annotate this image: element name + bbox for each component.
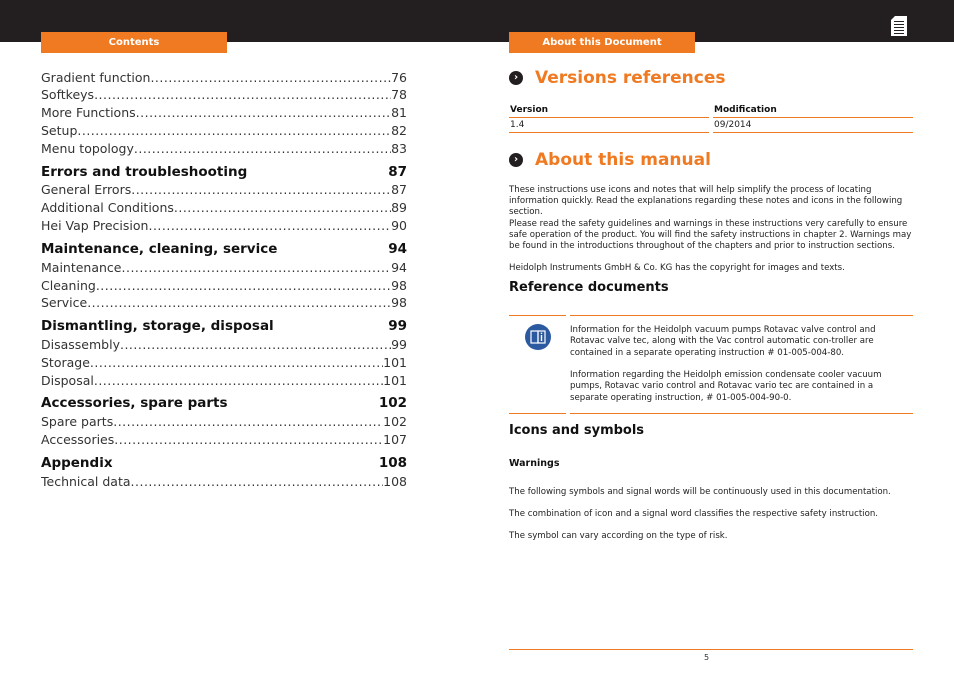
toc-leader-dots: [131, 474, 384, 490]
about-document-tab: About this Document: [509, 32, 695, 53]
toc-leader-dots: [136, 105, 391, 121]
divider: [713, 132, 913, 133]
toc-leader-dots: [94, 87, 391, 103]
toc-section-title: Dismantling, storage, disposal: [41, 318, 274, 334]
toc-entry-title: Service: [41, 295, 88, 310]
toc-leader-dots: [113, 414, 383, 430]
toc-section-heading[interactable]: [41, 163, 407, 181]
toc-entry[interactable]: [41, 474, 407, 490]
toc-section-title: Appendix: [41, 455, 113, 471]
toc-entry-title: Disassembly: [41, 337, 120, 352]
toc-section-title: Accessories, spare parts: [41, 395, 228, 411]
toc-entry-page: 107: [383, 432, 407, 447]
toc-entry-page: 102: [383, 414, 407, 429]
toc-entry-title: More Functions: [41, 105, 136, 120]
toc-section-page: 108: [378, 455, 407, 471]
about-paragraph-3: Heidolph Instruments GmbH & Co. KG has the copyright for images and texts.: [509, 263, 845, 273]
document-icon[interactable]: [891, 16, 907, 36]
toc-entry[interactable]: [41, 373, 407, 389]
toc-section-heading[interactable]: [41, 454, 407, 472]
toc-entry-title: Gradient function: [41, 70, 151, 85]
toc-entry[interactable]: [41, 105, 407, 121]
version-column-header: Version: [510, 105, 549, 115]
toc-section-page: 99: [388, 318, 407, 334]
toc-entry-title: Accessories: [41, 432, 115, 447]
toc-entry[interactable]: [41, 70, 407, 86]
toc-leader-dots: [90, 355, 383, 371]
about-paragraph-1: These instructions use icons and notes that will help simplify the process of locating information quickly. Read the explanations regarding these notes and icons in the following section.: [509, 185, 903, 217]
toc-entry[interactable]: [41, 337, 407, 353]
divider: [509, 315, 566, 316]
chevron-right-icon: ›: [509, 71, 523, 85]
toc-entry-title: Spare parts: [41, 414, 114, 429]
toc-section-heading[interactable]: [41, 394, 407, 412]
toc-entry-page: 83: [391, 141, 407, 156]
toc-entry-page: 98: [391, 278, 407, 293]
toc-section-title: Errors and troubleshooting: [41, 164, 248, 180]
toc-leader-dots: [77, 123, 391, 139]
toc-leader-dots: [120, 337, 391, 353]
toc-leader-dots: [87, 295, 391, 311]
toc-leader-dots: [150, 70, 391, 86]
icons-text-3: The symbol can vary according on the type of risk.: [509, 531, 728, 541]
toc-entry-page: 76: [391, 70, 407, 85]
toc-entry[interactable]: [41, 200, 407, 216]
toc-entry-page: 98: [391, 295, 407, 310]
toc-entry-page: 101: [383, 373, 407, 388]
toc-section-title: Maintenance, cleaning, service: [41, 241, 278, 257]
icons-text-2: The combination of icon and a signal word classifies the respective safety instruction.: [509, 509, 879, 519]
toc-entry-title: Hei Vap Precision: [41, 218, 149, 233]
toc-section-page: 94: [388, 241, 407, 257]
toc-entry-title: Cleaning: [41, 278, 96, 293]
toc-entry-page: 78: [391, 87, 407, 102]
toc-leader-dots: [134, 141, 391, 157]
modification-value: 09/2014: [714, 120, 752, 130]
divider: [509, 117, 709, 118]
toc-entry[interactable]: [41, 355, 407, 371]
divider: [570, 413, 913, 414]
toc-entry[interactable]: [41, 295, 407, 311]
chevron-right-icon: ›: [509, 153, 523, 167]
toc-entry[interactable]: [41, 87, 407, 103]
page-number: 5: [704, 653, 710, 662]
toc-entry[interactable]: [41, 278, 407, 294]
toc-leader-dots: [131, 182, 391, 198]
divider: [570, 315, 913, 316]
toc-entry[interactable]: [41, 182, 407, 198]
toc-entry-title: Menu topology: [41, 141, 134, 156]
toc-entry-title: Additional Conditions: [41, 200, 174, 215]
toc-entry-page: 81: [391, 105, 407, 120]
footer-divider: [509, 649, 913, 650]
toc-entry-page: 89: [391, 200, 407, 215]
warnings-heading: Warnings: [509, 458, 560, 469]
reference-documents-heading: Reference documents: [509, 280, 669, 295]
toc-leader-dots: [114, 432, 383, 448]
toc-entry[interactable]: [41, 414, 407, 430]
toc-section-heading[interactable]: [41, 317, 407, 335]
toc-leader-dots: [96, 278, 391, 294]
toc-entry[interactable]: [41, 260, 407, 276]
divider: [713, 117, 913, 118]
modification-column-header: Modification: [714, 105, 777, 115]
versions-references-title: › Versions references: [509, 67, 726, 89]
toc-entry[interactable]: [41, 141, 407, 157]
toc-entry-title: Maintenance: [41, 260, 122, 275]
icons-text-1: The following symbols and signal words will be continuously used in this documentation.: [509, 487, 891, 497]
reference-text-2: Information regarding the Heidolph emission condensate cooler vacuum pumps, Rotavac vario control and Rotavac vario tec are contained in a separate operating instruction, # 01-005-004-90-0.: [570, 370, 882, 403]
toc-entry-title: Technical data: [41, 474, 131, 489]
toc-leader-dots: [148, 218, 391, 234]
icons-symbols-heading: Icons and symbols: [509, 423, 645, 438]
toc-entry-title: Setup: [41, 123, 78, 138]
toc-section-heading[interactable]: [41, 240, 407, 258]
toc-leader-dots: [122, 260, 392, 276]
toc-entry-title: Storage: [41, 355, 90, 370]
toc-entry-title: General Errors: [41, 182, 132, 197]
toc-entry-page: 82: [391, 123, 407, 138]
toc-entry-page: 99: [391, 337, 407, 352]
about-manual-title: › About this manual: [509, 149, 711, 171]
toc-entry[interactable]: [41, 218, 407, 234]
about-paragraph-2: Please read the safety guidelines and warnings in these instructions very carefully to ensure safe operation of the product. You will find the safety instructions in chapter 2. Warnings may be found in the introductions throughout of the chapters and prior to instruction sections.: [509, 219, 912, 251]
reference-text-1: Information for the Heidolph vacuum pumps Rotavac valve control and Rotavac valve tec, along with the Vac control automatic con-troller are contained in a separate operating instruction # 01-005-004-80.: [570, 325, 876, 358]
book-info-icon: [525, 324, 551, 350]
version-value: 1.4: [510, 120, 525, 130]
toc-entry-page: 87: [391, 182, 407, 197]
toc-entry[interactable]: [41, 432, 407, 448]
toc-entry-title: Softkeys: [41, 87, 95, 102]
toc-entry-page: 108: [383, 474, 407, 489]
divider: [509, 413, 566, 414]
toc-entry-page: 101: [383, 355, 407, 370]
divider: [509, 132, 709, 133]
toc-section-page: 102: [378, 395, 407, 411]
toc-leader-dots: [94, 373, 383, 389]
contents-tab: Contents: [41, 32, 227, 53]
toc-entry-page: 90: [391, 218, 407, 233]
toc-leader-dots: [174, 200, 391, 216]
toc-entry[interactable]: [41, 123, 407, 139]
toc-entry-title: Disposal: [41, 373, 94, 388]
toc-section-page: 87: [388, 164, 407, 180]
toc-entry-page: 94: [391, 260, 407, 275]
